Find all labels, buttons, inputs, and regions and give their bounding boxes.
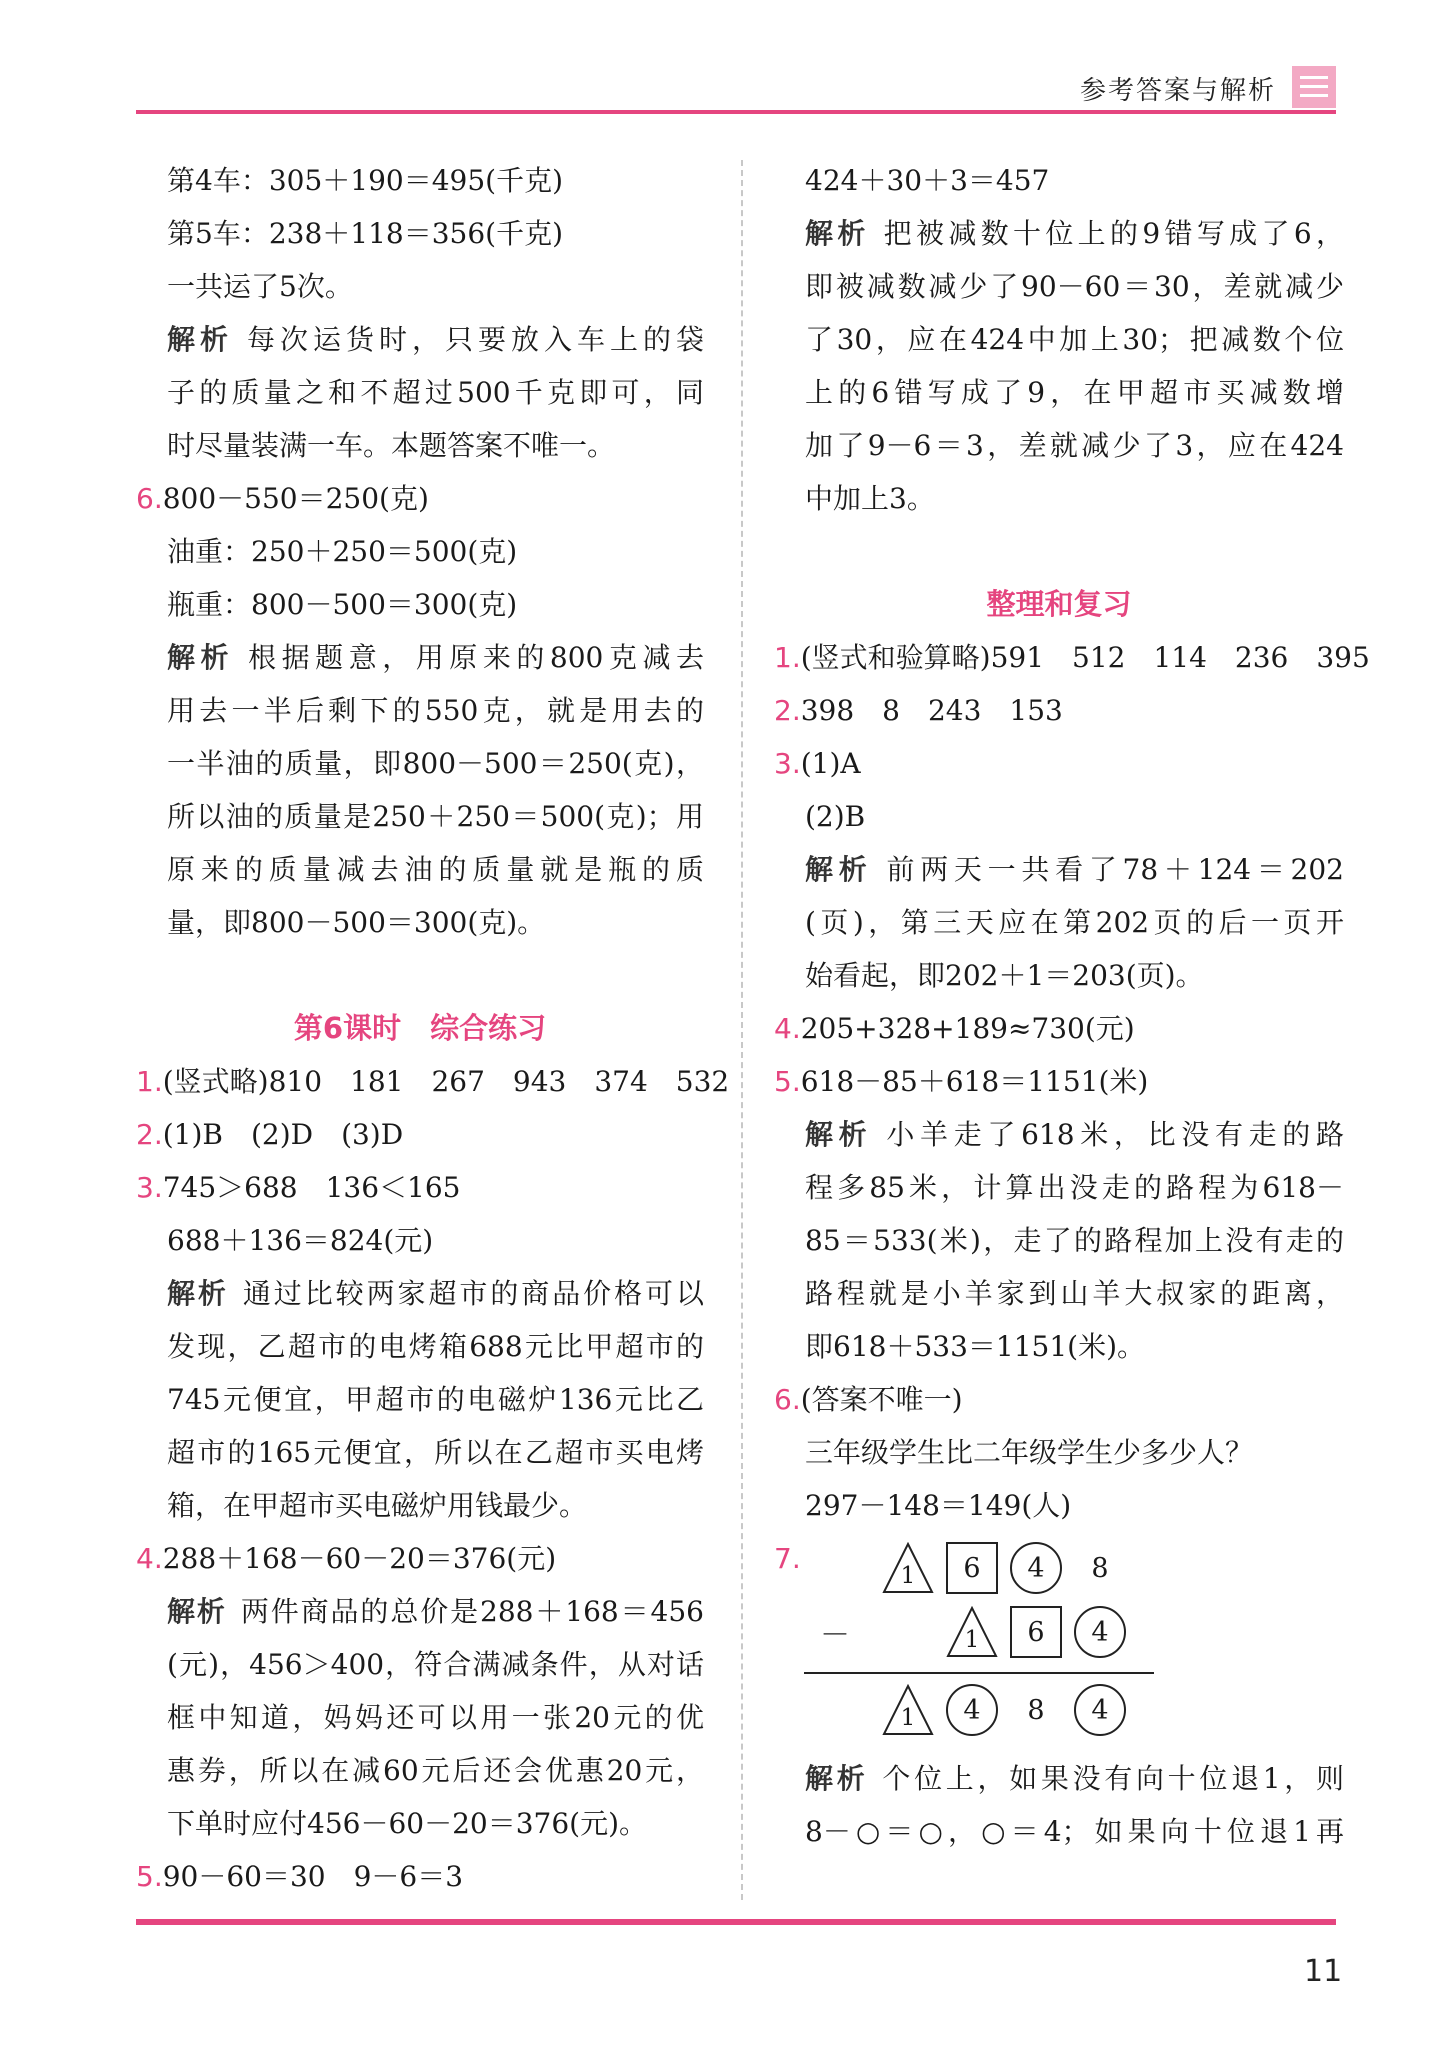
- answer-line: 一共运了5次。: [167, 270, 353, 303]
- answer-line: 297－148＝149(人): [805, 1489, 1072, 1522]
- analysis-line: 原来的质量减去油的质量就是瓶的质: [167, 853, 704, 886]
- question-4: 4.288＋168－60－20＝376(元): [136, 1542, 557, 1575]
- analysis-line: 745元便宜，甲超市的电磁炉136元比乙: [167, 1383, 704, 1416]
- circle-digit: 4: [946, 1684, 998, 1736]
- analysis-line: 框中知道，妈妈还可以用一张20元的优: [167, 1701, 704, 1734]
- analysis-label: 解析: [805, 1762, 869, 1795]
- analysis-line: 解析 前两天一共看了78＋124＝202: [805, 853, 1344, 886]
- review-question-1: 1.(竖式和验算略)591 512 114 236 395: [774, 641, 1370, 674]
- triangle-digit: 1: [882, 1542, 934, 1594]
- question-6: 6.800－550＝250(克): [136, 482, 429, 515]
- question-number: 5.: [774, 1065, 801, 1098]
- question-number: 5.: [136, 1860, 163, 1893]
- analysis-line: 8－○＝○，○＝4；如果向十位退1再: [805, 1815, 1344, 1848]
- analysis-line: 下单时应付456－60－20＝376(元)。: [167, 1807, 647, 1840]
- question-number: 2.: [774, 694, 801, 727]
- answer-line: 第4车：305＋190＝495(千克): [167, 164, 563, 197]
- analysis-line: 加了9－6＝3，差就减少了3，应在424: [805, 429, 1344, 462]
- right-column: [774, 154, 1370, 1858]
- header-title: 参考答案与解析: [1080, 76, 1277, 106]
- question-number: 6.: [136, 482, 163, 515]
- question-number: 3.: [774, 747, 801, 780]
- question-2: 2.(1)B (2)D (3)D: [136, 1118, 404, 1151]
- analysis-label: 解析: [167, 641, 235, 674]
- analysis-line: 量，即800－500＝300(克)。: [167, 906, 546, 939]
- review-question-2: 2.398 8 243 153: [774, 694, 1063, 727]
- analysis-label: 解析: [167, 323, 233, 356]
- analysis-line: 解析 两件商品的总价是288＋168＝456: [167, 1595, 704, 1628]
- analysis-label: 解析: [805, 853, 873, 886]
- analysis-line: 上的6错写成了9，在甲超市买减数增: [805, 376, 1344, 409]
- section-title: 整理和复习: [986, 587, 1132, 621]
- answer-line: 第5车：238＋118＝356(千克): [167, 217, 563, 250]
- analysis-line: 用去一半后剩下的550克，就是用去的: [167, 694, 704, 727]
- circle-digit: 4: [1010, 1542, 1062, 1594]
- review-question-3: 3.(1)A: [774, 747, 861, 780]
- square-digit: 6: [1010, 1606, 1062, 1658]
- question-1: 1.(竖式略)810 181 267 943 374 532: [136, 1065, 730, 1098]
- left-column: [136, 154, 730, 1903]
- analysis-line: (页)，第三天应在第202页的后一页开: [805, 906, 1344, 939]
- triangle-digit: 1: [946, 1606, 998, 1658]
- triangle-digit: 1: [882, 1684, 934, 1736]
- answer-line: 688＋136＝824(元): [167, 1224, 434, 1257]
- analysis-label: 解析: [805, 217, 870, 250]
- analysis-line: 解析 小羊走了618米，比没有走的路: [805, 1118, 1344, 1151]
- review-question-5: 5.618－85＋618＝1151(米): [774, 1065, 1149, 1098]
- square-digit: 6: [946, 1542, 998, 1594]
- plain-digit: 8: [1027, 1694, 1045, 1726]
- answer-line: 瓶重：800－500＝300(克): [167, 588, 518, 621]
- analysis-label: 解析: [167, 1595, 227, 1628]
- analysis-line: 解析 把被减数十位上的9错写成了6，: [805, 217, 1344, 250]
- analysis-line: 一半油的质量，即800－500＝250(克)，: [167, 747, 704, 780]
- analysis-line: 解析 根据题意，用原来的800克减去: [167, 641, 704, 674]
- analysis-label: 解析: [167, 1277, 229, 1310]
- analysis-line: 所以油的质量是250＋250＝500(克)；用: [167, 800, 704, 833]
- header-tab-marker: [1292, 66, 1336, 108]
- question-3: 3.745＞688 136＜165: [136, 1171, 461, 1204]
- review-question-6: 6.(答案不唯一): [774, 1383, 963, 1416]
- analysis-line: 85＝533(米)，走了的路程加上没有走的: [805, 1224, 1344, 1257]
- analysis-line: 箱，在甲超市买电磁炉用钱最少。: [167, 1489, 588, 1522]
- analysis-line: 始看起，即202＋1＝203(页)。: [805, 959, 1204, 992]
- analysis-line: 子的质量之和不超过500千克即可，同: [167, 376, 704, 409]
- question-number: 7.: [774, 1542, 801, 1575]
- answer-line: 424＋30＋3＝457: [805, 164, 1050, 197]
- analysis-line: 惠券，所以在减60元后还会优惠20元，: [167, 1754, 704, 1787]
- analysis-line: 中加上3。: [805, 482, 935, 515]
- question-number: 1.: [774, 641, 801, 674]
- analysis-line: 了30，应在424中加上30；把减数个位: [805, 323, 1344, 356]
- analysis-line: 时尽量装满一车。本题答案不唯一。: [167, 429, 616, 462]
- analysis-line: 即被减数减少了90－60＝30，差就减少: [805, 270, 1344, 303]
- question-number: 4.: [136, 1542, 163, 1575]
- section-title: 第6课时 综合练习: [293, 1011, 547, 1045]
- question-number: 1.: [136, 1065, 163, 1098]
- answer-line: 三年级学生比二年级学生少多少人？: [805, 1436, 1254, 1469]
- footer-rule: [136, 1919, 1336, 1925]
- plain-digit: 8: [1091, 1552, 1109, 1584]
- analysis-line: 即618＋533＝1151(米)。: [805, 1330, 1145, 1363]
- circle-digit: 4: [1074, 1684, 1126, 1736]
- analysis-line: 程多85米，计算出没走的路程为618－: [805, 1171, 1344, 1204]
- analysis-line: 解析 通过比较两家超市的商品价格可以: [167, 1277, 704, 1310]
- analysis-line: (元)，456＞400，符合满减条件，从对话: [167, 1648, 704, 1681]
- question-number: 3.: [136, 1171, 163, 1204]
- subtraction-diagram: [774, 1532, 1344, 1752]
- analysis-line: 解析 个位上，如果没有向十位退1，则: [805, 1762, 1344, 1795]
- page-number: 11: [1304, 1954, 1343, 1989]
- review-question-4: 4.205+328+189≈730(元): [774, 1012, 1135, 1045]
- question-5: 5.90－60＝30 9－6＝3: [136, 1860, 464, 1893]
- answer-line: (2)B: [805, 800, 866, 833]
- circle-digit: 4: [1074, 1606, 1126, 1658]
- analysis-line: 发现，乙超市的电烤箱688元比甲超市的: [167, 1330, 704, 1363]
- analysis-line: 路程就是小羊家到山羊大叔家的距离，: [805, 1277, 1344, 1310]
- question-number: 2.: [136, 1118, 163, 1151]
- question-number: 6.: [774, 1383, 801, 1416]
- diagram-rule: [804, 1672, 1154, 1674]
- analysis-line: 解析 每次运货时，只要放入车上的袋: [167, 323, 704, 356]
- header-rule: [136, 110, 1336, 114]
- minus-sign: －: [820, 1618, 850, 1653]
- column-divider: [741, 160, 743, 1900]
- analysis-line: 超市的165元便宜，所以在乙超市买电烤: [167, 1436, 704, 1469]
- answer-line: 油重：250＋250＝500(克): [167, 535, 518, 568]
- analysis-label: 解析: [805, 1118, 873, 1151]
- question-number: 4.: [774, 1012, 801, 1045]
